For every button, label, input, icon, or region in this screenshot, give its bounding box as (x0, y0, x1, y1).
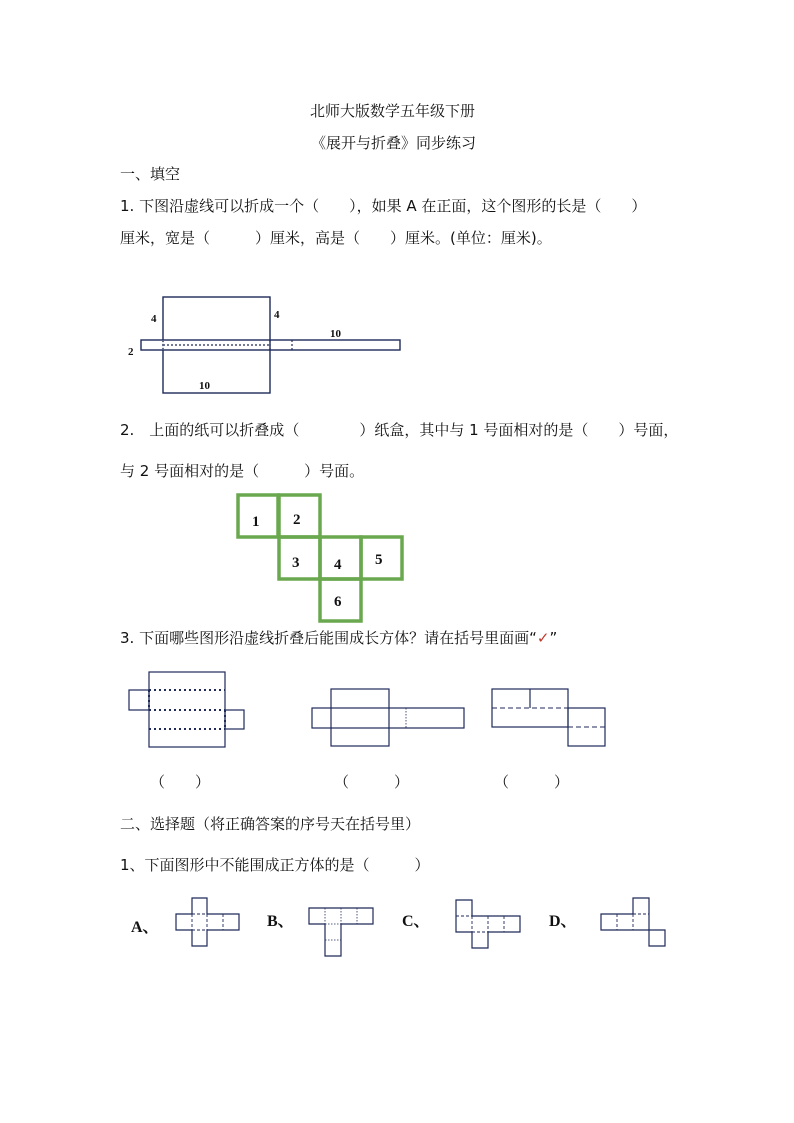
choice-options-figure (125, 892, 675, 962)
q1-label-left-height: 4 (151, 313, 157, 325)
page-title: 北师大版数学五年级下册 (310, 102, 476, 120)
option-c-label[interactable]: C、 (402, 913, 430, 930)
section-heading-fill-in: 一、填空 (120, 165, 181, 183)
q3-figure-2 (311, 688, 471, 750)
option-a-net (176, 898, 239, 946)
q3-answer-blank-2[interactable]: （ ） (334, 773, 410, 791)
question-2-line-2: 与 2 号面相对的是（ ）号面。 (120, 462, 365, 480)
q2-face-3 (279, 537, 320, 579)
option-c-net (456, 900, 520, 948)
q3-answer-blank-1[interactable]: （ ） (150, 773, 211, 791)
question-1-line-2: 厘米，宽是（ ）厘米，高是（ ）厘米。(单位：厘米)。 (120, 229, 552, 247)
section-heading-multiple-choice: 二、选择题（将正确答案的序号天在括号里） (120, 815, 421, 833)
option-b-label[interactable]: B、 (267, 913, 294, 930)
q2-face-label-6: 6 (334, 594, 342, 610)
q2-face-label-4: 4 (334, 557, 342, 573)
q2-face-label-1: 1 (252, 514, 260, 530)
q1-net-figure (120, 290, 410, 400)
q1-label-bottom-length: 10 (199, 380, 210, 392)
question-3-line (120, 628, 557, 648)
question-1-line-1: 1. 下图沿虚线可以折成一个（ ），如果 A 在正面，这个图形的长是（ ） (120, 197, 647, 215)
q1-label-strip-length: 10 (330, 328, 341, 340)
q2-cube-net-figure (230, 490, 410, 625)
question-2-line-1: 2. 上面的纸可以折叠成（ ）纸盒，其中与 1 号面相对的是（ ）号面， (120, 421, 679, 439)
option-d-label[interactable]: D、 (549, 913, 577, 930)
q3-answer-blank-3[interactable]: （ ） (494, 773, 570, 791)
q2-face-label-3: 3 (292, 555, 300, 571)
question-3-text-end: ” (549, 629, 558, 647)
section-2-question-1: 1、下面图形中不能围成正方体的是（ ） (120, 856, 430, 874)
q1-label-strip-width: 2 (128, 346, 134, 358)
q1-label-right-height: 4 (274, 309, 280, 321)
page-subtitle: 《展开与折叠》同步练习 (311, 134, 477, 152)
q2-face-label-5: 5 (375, 552, 383, 568)
option-d-net (601, 898, 665, 946)
q2-face-label-2: 2 (293, 512, 301, 528)
check-mark-icon: ✓ (536, 629, 550, 647)
q3-figure-3 (491, 688, 611, 750)
option-a-label[interactable]: A、 (131, 919, 159, 936)
q3-figure-1 (128, 672, 248, 752)
option-b-net (309, 908, 373, 956)
question-3-text: 3. 下面哪些图形沿虚线折叠后能围成长方体？请在括号里面画“ (120, 629, 537, 647)
